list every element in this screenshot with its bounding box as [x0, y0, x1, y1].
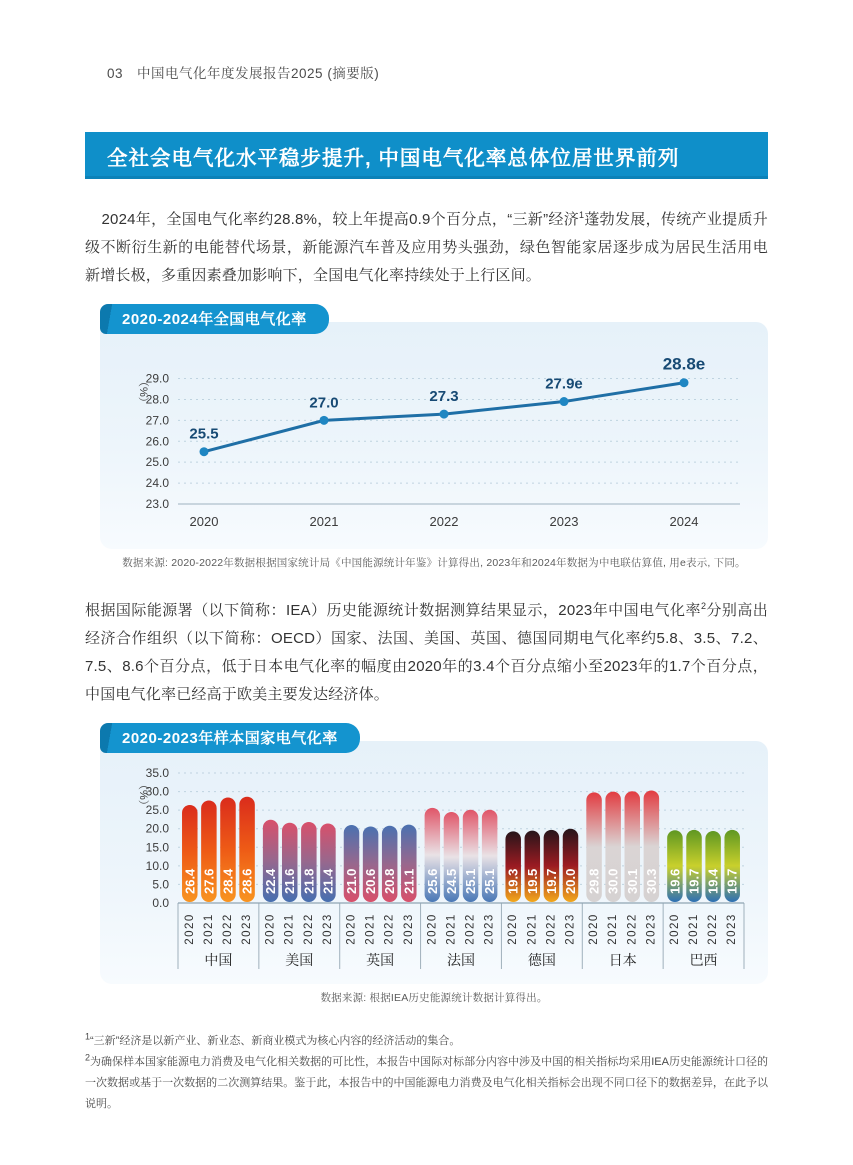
svg-text:德国: 德国: [527, 952, 556, 968]
svg-text:19.7: 19.7: [724, 868, 740, 894]
svg-text:25.1: 25.1: [463, 868, 479, 894]
svg-text:25.0: 25.0: [145, 803, 169, 818]
svg-text:22.4: 22.4: [263, 868, 279, 894]
svg-text:2021: 2021: [283, 913, 296, 945]
svg-text:25.5: 25.5: [189, 425, 219, 443]
analysis-text-1: 根据国际能源署（以下简称：IEA）历史能源统计数据测算结果显示，2023年中国电气化率: [85, 602, 701, 619]
svg-text:2020: 2020: [189, 514, 219, 529]
svg-text:19.5: 19.5: [524, 868, 540, 894]
country-comparison-chart-section: [85, 723, 768, 1005]
svg-text:2021: 2021: [309, 514, 339, 529]
svg-text:2021: 2021: [364, 913, 377, 945]
svg-text:2022: 2022: [707, 913, 720, 945]
svg-text:法国: 法国: [447, 952, 475, 968]
svg-text:25.0: 25.0: [145, 455, 169, 470]
svg-text:28.8e: 28.8e: [662, 354, 706, 374]
svg-text:21.4: 21.4: [320, 868, 336, 894]
svg-text:19.6: 19.6: [667, 868, 683, 894]
svg-text:35.0: 35.0: [145, 766, 169, 780]
svg-text:2022: 2022: [302, 913, 315, 945]
footnote-1-sup: 1: [85, 1031, 91, 1042]
svg-text:2023: 2023: [483, 913, 496, 945]
svg-text:30.3: 30.3: [643, 868, 659, 894]
bar-chart: [114, 757, 754, 975]
footnote-2-sup: 2: [85, 1052, 91, 1063]
chart2-panel: [100, 741, 768, 984]
svg-text:28.0: 28.0: [145, 392, 169, 407]
svg-text:26.4: 26.4: [182, 868, 198, 894]
svg-text:2023: 2023: [241, 913, 254, 945]
svg-text:美国: 美国: [285, 952, 314, 968]
analysis-text-2: 分别高出经济合作组织（以下简称：OECD）国家、法国、美国、英国、德国同期电气化率约5.8、3.5、7.2、7.5、8.6个百分点，低于日本电气化率的幅度由2020年的3.4个百分点缩小至2023年的1.7个百分点，中国电气化率已经高于欧美主要发达经济体。: [85, 602, 768, 703]
footnote-2-text: 为确保样本国家能源电力消费及电气化相关数据的可比性，本报告中国际对标部分内容中涉及中国的相关指标均采用IEA历史能源统计口径的一次数据或基于一次数据的二次测算结果。鉴于此，本报告中的中国能源电力消费及电气化相关指标会出现不同口径下的数据差异，在此予以说明。: [85, 1056, 768, 1110]
svg-text:21.0: 21.0: [343, 868, 359, 894]
svg-text:2020: 2020: [345, 913, 358, 945]
report-title: 中国电气化年度发展报告2025 (摘要版): [137, 66, 380, 81]
footnote-1: [85, 1031, 768, 1052]
svg-text:19.7: 19.7: [543, 868, 559, 894]
page-number: 03: [107, 66, 124, 81]
chart2-title-tag: [100, 723, 360, 753]
svg-text:24.5: 24.5: [443, 868, 459, 894]
svg-text:19.4: 19.4: [705, 868, 721, 894]
chart1-title: 2020-2024年全国电气化率: [122, 311, 307, 328]
svg-text:29.8: 29.8: [586, 868, 602, 894]
svg-text:2022: 2022: [429, 514, 459, 529]
svg-text:20.8: 20.8: [382, 868, 398, 894]
svg-text:2020: 2020: [507, 913, 520, 945]
footnote-1-text: “三新”经济是以新产业、新业态、新商业模式为核心内容的经济活动的集合。: [90, 1035, 461, 1047]
svg-text:21.1: 21.1: [401, 868, 417, 894]
svg-text:27.9e: 27.9e: [545, 375, 583, 393]
intro-paragraph: [85, 206, 768, 290]
svg-text:2022: 2022: [626, 913, 639, 945]
svg-text:（%）: （%）: [137, 376, 149, 408]
svg-text:2022: 2022: [383, 913, 396, 945]
chart2-title: 2020-2023年样本国家电气化率: [122, 730, 338, 747]
svg-text:19.3: 19.3: [505, 868, 521, 894]
footnote-2: [85, 1052, 768, 1115]
svg-text:5.0: 5.0: [152, 877, 169, 892]
svg-text:20.6: 20.6: [363, 868, 379, 894]
line-chart: [114, 340, 754, 538]
svg-text:2024: 2024: [669, 514, 699, 529]
svg-text:23.0: 23.0: [145, 497, 169, 511]
svg-text:2020: 2020: [426, 913, 439, 945]
svg-text:27.0: 27.0: [145, 413, 169, 428]
svg-text:25.1: 25.1: [482, 868, 498, 894]
chart2-source-note: 数据来源: 根据IEA历史能源统计数据计算得出。: [320, 992, 548, 1004]
svg-text:30.1: 30.1: [624, 868, 640, 894]
intro-text-2: 蓬勃发展，传统产业提质升级不断衍生新的电能替代场景，新能源汽车普及应用势头强劲，绿色智能家居逐步成为居民生活用电新增长极，多重因素叠加影响下，全国电气化率持续处于上行区间。: [85, 211, 768, 284]
svg-text:2022: 2022: [545, 913, 558, 945]
svg-text:24.0: 24.0: [145, 476, 169, 491]
svg-text:（%）: （%）: [137, 779, 149, 811]
svg-text:英国: 英国: [366, 952, 395, 968]
svg-text:巴西: 巴西: [689, 952, 718, 968]
svg-text:2023: 2023: [645, 913, 658, 945]
svg-text:30.0: 30.0: [605, 868, 621, 894]
svg-text:19.7: 19.7: [686, 868, 702, 894]
footnote-ref-1: 1: [579, 210, 585, 220]
svg-text:21.8: 21.8: [301, 868, 317, 894]
svg-text:2023: 2023: [564, 913, 577, 945]
svg-text:2023: 2023: [726, 913, 739, 945]
svg-text:0.0: 0.0: [152, 896, 169, 910]
footnote-ref-2: 2: [700, 601, 707, 611]
svg-text:10.0: 10.0: [145, 858, 169, 873]
svg-text:15.0: 15.0: [145, 840, 169, 855]
svg-text:2021: 2021: [445, 913, 458, 945]
svg-text:2023: 2023: [402, 913, 415, 945]
svg-text:2021: 2021: [202, 913, 215, 945]
chart1-title-tag: [100, 304, 329, 334]
svg-text:27.0: 27.0: [309, 394, 339, 412]
svg-text:21.6: 21.6: [282, 868, 298, 894]
chart1-panel: [100, 322, 768, 549]
svg-text:2020: 2020: [668, 913, 681, 945]
svg-text:中国: 中国: [204, 952, 233, 968]
svg-text:28.6: 28.6: [239, 868, 255, 894]
footnotes: [85, 1031, 768, 1115]
svg-text:29.0: 29.0: [145, 371, 169, 386]
svg-text:2022: 2022: [221, 913, 234, 945]
chart1-source-note: 数据来源: 2020-2022年数据根据国家统计局《中国能源统计年鉴》计算得出, 2023年和2024年数据为中电联估算值, 用e表示, 下同。: [122, 557, 746, 569]
svg-text:25.6: 25.6: [424, 868, 440, 894]
svg-text:30.0: 30.0: [145, 784, 169, 799]
svg-text:20.0: 20.0: [145, 821, 169, 836]
page-header: [85, 62, 768, 82]
svg-text:日本: 日本: [608, 952, 637, 968]
intro-text-1: 2024年，全国电气化率约28.8%，较上年提高0.9个百分点，“三新”经济: [101, 211, 580, 228]
svg-text:27.6: 27.6: [201, 868, 217, 894]
svg-text:2021: 2021: [526, 913, 539, 945]
svg-text:2020: 2020: [588, 913, 601, 945]
svg-text:28.4: 28.4: [220, 868, 236, 894]
section-banner-title: 全社会电气化水平稳步提升, 中国电气化率总体位居世界前列: [107, 146, 680, 170]
analysis-paragraph: [85, 597, 768, 709]
svg-text:2020: 2020: [183, 913, 196, 945]
svg-text:2020: 2020: [264, 913, 277, 945]
national-rate-chart-section: [85, 304, 768, 570]
svg-text:2022: 2022: [464, 913, 477, 945]
section-banner: [85, 132, 768, 179]
svg-text:2023: 2023: [321, 913, 334, 945]
svg-text:2023: 2023: [549, 514, 579, 529]
svg-text:27.3: 27.3: [429, 388, 459, 406]
svg-text:2021: 2021: [688, 913, 701, 945]
svg-text:2021: 2021: [607, 913, 620, 945]
svg-text:26.0: 26.0: [145, 434, 169, 449]
svg-text:20.0: 20.0: [563, 868, 579, 894]
